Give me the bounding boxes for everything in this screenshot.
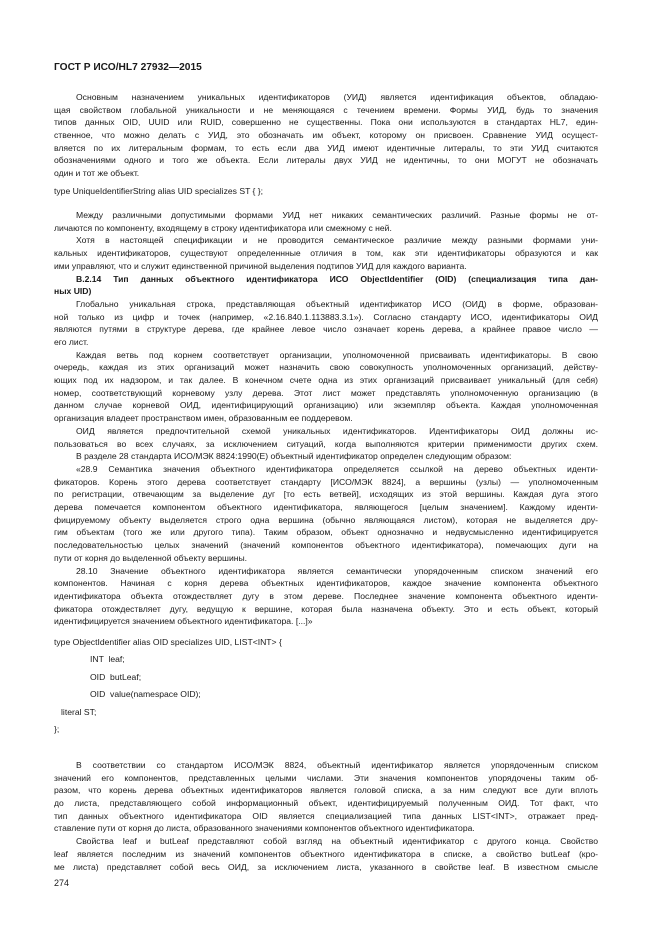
text-line: Свойства leaf и butLeaf представляют собой взгляд на объектный идентификатор с другого конца. Свойство bbox=[76, 836, 598, 847]
text-line: очередь, каждая из этих организаций может назначить свою совокупность уполномоченных организаций, действу- bbox=[54, 362, 598, 373]
paragraph bbox=[54, 759, 598, 835]
text-line: идентификатора объекта отождествляет дугу в этом дереве. Последнее значение компонента объектного иденти- bbox=[54, 590, 598, 601]
paragraph bbox=[54, 91, 598, 180]
text-line: тип данных объектного идентификатора OID является специализацией типа данных LIST<INT>, отражает пред- bbox=[54, 810, 598, 821]
text-line: личаются по компоненту, входящему в строку идентификатора или смежному с ней. bbox=[54, 222, 392, 233]
text-line: ной только из цифр и точек (например, «2.16.840.1.113883.3.1»). Согласно стандарту ИСО, идентификаторы ОИД bbox=[54, 311, 598, 322]
paragraph bbox=[54, 565, 598, 628]
text-line: данном случае корневой ОИД, идентифицирующий организацию) или экземпляр объекта. Каждая уполномоченная bbox=[54, 400, 598, 411]
text-line: ме листа) представляет собой весь ОИД, за исключением листа, указанного в свойстве leaf. В известном смысле bbox=[54, 861, 598, 872]
text-line: Между различными допустимыми формами УИД нет никаких семантических различий. Разные формы не от- bbox=[76, 210, 598, 220]
text-line: один и тот же объект. bbox=[54, 168, 140, 179]
text-line: пользоваться во всех случаях, за исключением ситуаций, когда выполняются критерии применимости других схем. bbox=[54, 438, 598, 449]
paragraph bbox=[54, 298, 598, 349]
section-heading bbox=[54, 273, 598, 298]
code-line: }; bbox=[54, 723, 60, 734]
text-line: ющих под их надзором, и так далее. В конечном счете одна из этих организаций присваивает уникальный (для себя) bbox=[54, 375, 598, 386]
code-block bbox=[54, 634, 282, 738]
text-line: Глобально уникальная строка, представляющая объектный идентификатор ИСО (ОИД) в форме, образован- bbox=[76, 298, 598, 309]
code-block bbox=[54, 183, 263, 200]
text-line: вляется по их литеральным формам, то есть если два УИД имеют идентичные литералы, то эти УИД считаются bbox=[54, 142, 598, 153]
text-line: пути от корня до выделенной объекту вершины. bbox=[54, 552, 248, 563]
text-line: 28.10 Значение объектного идентификатора является семантически упорядоченным списком значений его bbox=[76, 565, 598, 576]
text-line: разом, что корень дерева объектных идентификаторов является головой списка, а за ним следуют все дуги вплоть bbox=[54, 785, 598, 796]
paragraph bbox=[54, 463, 598, 565]
paragraph bbox=[54, 835, 598, 873]
text-line: фикаторов. Корень этого дерева соответствует стандарту [ИСО/МЭК 8824], а вершины (узлы) — уполномоченным bbox=[54, 476, 598, 487]
paragraph bbox=[54, 209, 598, 234]
paragraph bbox=[54, 450, 598, 463]
code-line: type ObjectIdentifier alias OID specializes UID, LIST<INT> { bbox=[54, 637, 282, 647]
text-line: номер, соответствующий корневому узлу дерева. Этот лист может представлять уполномоченную организацию (в bbox=[54, 387, 598, 398]
text-line: фицируемому объекту выделяется строго одна вершина (обычно являющаяся листом), которая не выделяется дру- bbox=[54, 514, 598, 525]
text-line: В разделе 28 стандарта ИСО/МЭК 8824:1990(E) объектный идентификатор определен следующим образом: bbox=[76, 451, 512, 462]
text-line: типов данных OID, UUID или RUID, совершенно не существенны. Пока они используются в стандартах HL7, един- bbox=[54, 117, 598, 128]
text-line: ных UID) bbox=[54, 286, 92, 297]
code-line: OID butLeaf; bbox=[90, 671, 142, 682]
text-line: leaf является последним из значений компонентов объектного идентификатора в списке, а свойство butLeaf (кро- bbox=[54, 848, 598, 859]
text-line: значений его компонентов, представленных целыми числами. Эти значения компонентов упорядочены таким об- bbox=[54, 772, 598, 783]
text-line: обозначениями одного и того же объекта. Если литералы двух УИД не идентичны, то они МОГУТ не обозначать bbox=[54, 155, 598, 166]
text-line: по регистрации, отвечающим за выделение дуг [то есть ветвей], исходящих из этой вершины. Каждая дуга этого bbox=[54, 489, 598, 500]
text-line: гим объектам (того же или другого типа). Таким образом, объект однозначно и недвусмысленно идентифицируется bbox=[54, 527, 598, 538]
text-line: Каждая ветвь под корнем соответствует организации, уполномоченной присваивать идентификаторы. В свою bbox=[76, 349, 598, 360]
paragraph bbox=[54, 234, 598, 272]
text-line: кальных идентификаторов, существуют определеннные отличия в том, как эти идентификаторы образуются и как bbox=[54, 248, 598, 259]
text-line: последовательностью целых значений (значений компонентов объектного идентификатора), помечающих дуги на bbox=[54, 540, 598, 551]
text-line: ставление пути от корня до листа, образованного значениями компонентов объектного идентификатора. bbox=[54, 823, 475, 834]
text-line: фикатора отождествляет дугу, ведущую к вершине, которая была назначена объекту. Это и есть объект, который bbox=[54, 603, 598, 614]
text-line: его лист. bbox=[54, 336, 89, 347]
document-header: ГОСТ Р ИСО/HL7 27932—2015 bbox=[54, 62, 202, 73]
text-line: являются путями в структуре дерева, где крайнее левое число означает корень дерева, а крайнее правое число — bbox=[54, 324, 598, 335]
text-line: В соответствии со стандартом ИСО/МЭК 8824, объектный идентификатор является упорядоченным списком bbox=[76, 760, 598, 770]
code-line: literal ST; bbox=[61, 706, 97, 717]
text-line: Основным назначением уникальных идентификаторов (УИД) является идентификация объектов, обладаю- bbox=[76, 92, 598, 102]
code-line: INT leaf; bbox=[90, 654, 125, 665]
paragraph bbox=[54, 349, 598, 425]
text-line: Хотя в настоящей спецификации и не проводится семантическое различие между разными формами уни- bbox=[76, 235, 598, 246]
text-line: ими управляют, что и служит единственной причиной выделения подтипов УИД для каждого варианта. bbox=[54, 260, 467, 271]
code-line: type UniqueIdentifierString alias UID specializes ST { }; bbox=[54, 186, 264, 196]
text-line: щая свойством глобальной уникальности и не меняющаяся с течением времени. Формы УИД, будь то значения bbox=[54, 104, 598, 115]
text-line: ОИД является предпочтительной схемой уникальных идентификаторов. Идентификаторы ОИД должны ис- bbox=[76, 425, 598, 436]
text-line: организация владеет пространством имен, образованным ее поддеревом. bbox=[54, 413, 353, 424]
page-number: 274 bbox=[54, 878, 70, 888]
text-line: ственное, что можно делать с УИД, это обозначать им объект, которому он присвоен. Сравнение УИД осущест- bbox=[54, 130, 598, 141]
paragraph bbox=[54, 425, 598, 450]
text-line: компонентов. Начиная с корня дерева объектных идентификаторов, каждое значение компонента объектного bbox=[54, 578, 598, 589]
text-line: до листа, представляющего собой информационный объект, идентифицируемый полученным ОИД. Тот факт, что bbox=[54, 798, 598, 809]
text-line: «28.9 Семантика значения объектного идентификатора определяется ссылкой на дерево объектных иденти- bbox=[76, 464, 598, 474]
text-line: дерева помечается компонентом объектного идентификатора, являющегося [целым значением]. Каждому иденти- bbox=[54, 502, 598, 513]
text-line: В.2.14 Тип данных объектного идентификатора ИСО ObjectIdentifier (OID) (специализация типа дан- bbox=[76, 273, 598, 284]
text-line: идентифицируется значением объектного идентификатора. [...]» bbox=[54, 616, 313, 627]
code-line: OID value(namespace OID); bbox=[90, 689, 201, 700]
